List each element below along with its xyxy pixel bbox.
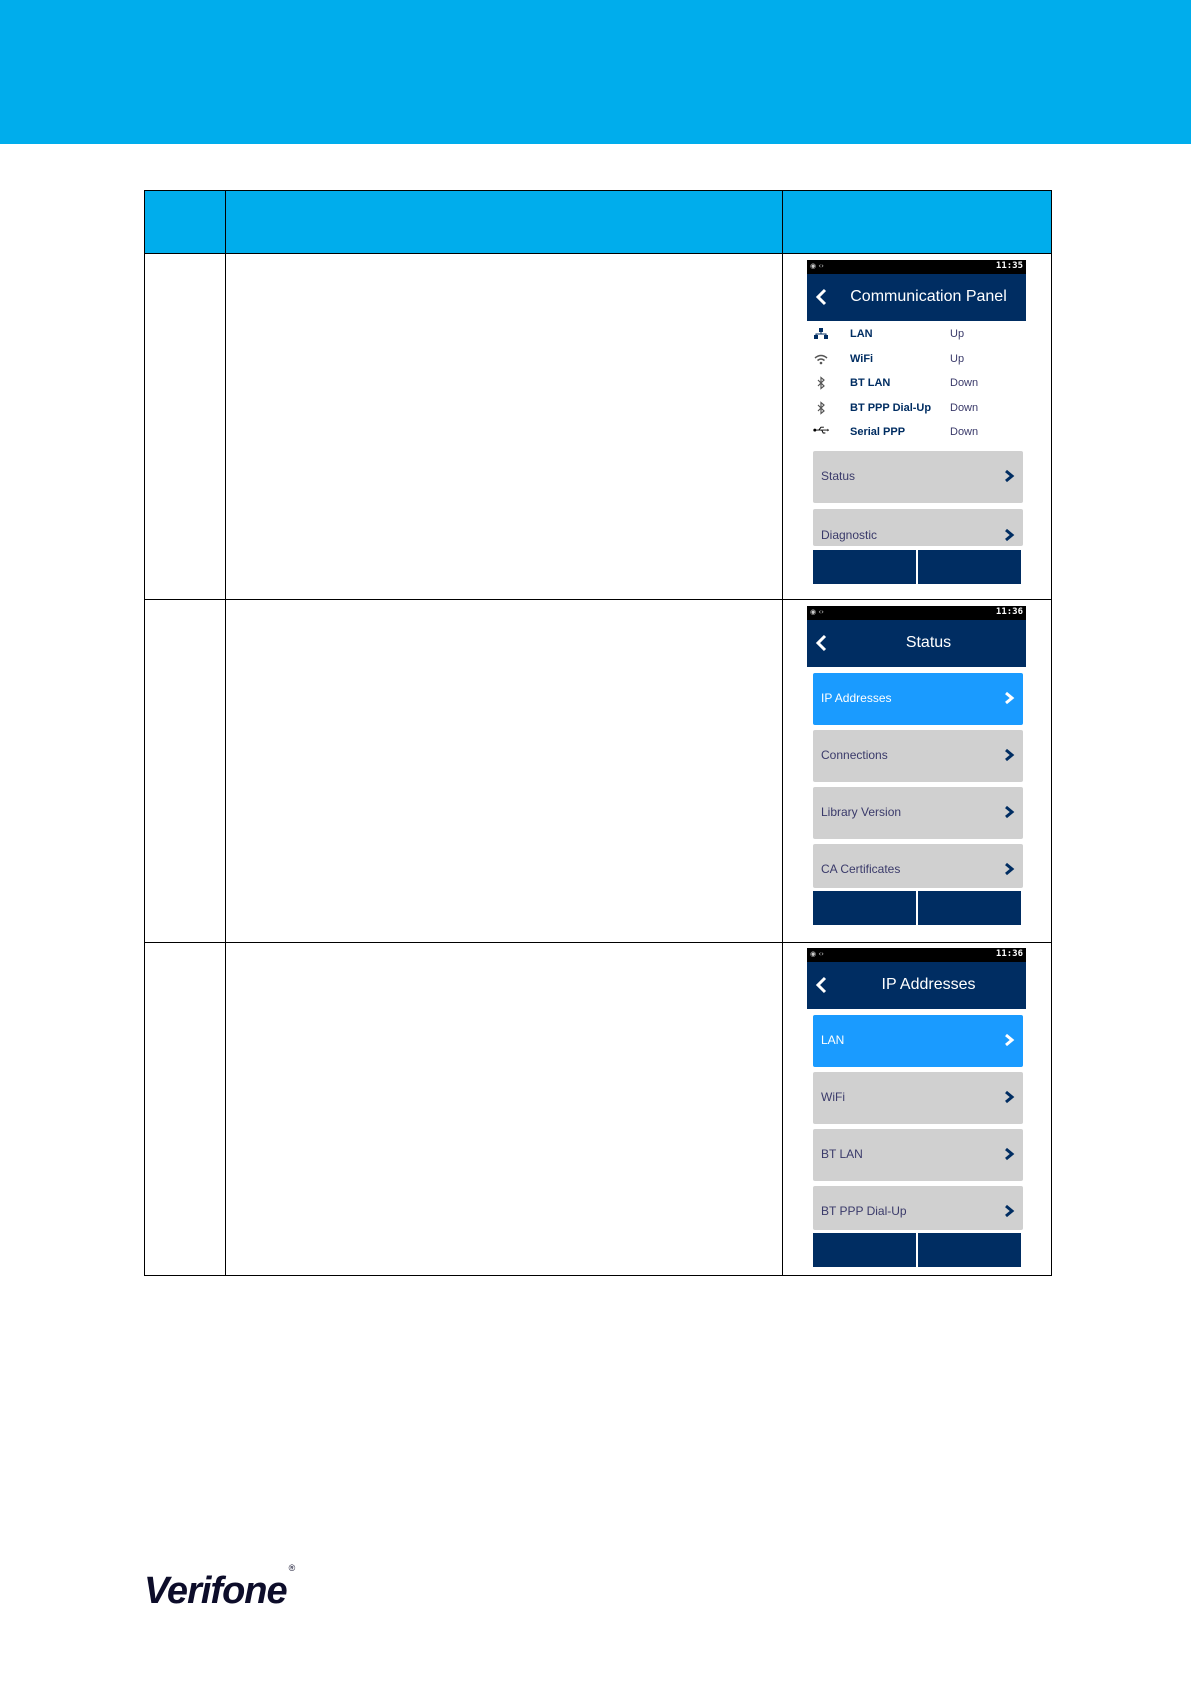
connection-row [807,399,1026,419]
bluetooth-icon [813,401,829,415]
softkey-right[interactable] [918,550,1021,584]
status-bar [807,606,1026,620]
chevron-right-icon [1003,468,1015,484]
screen-title: IP Addresses [881,976,976,993]
chevron-right-icon [1003,1089,1015,1105]
connections-button[interactable]: Connections [813,730,1023,782]
chevron-right-icon [1003,804,1015,820]
ip-addresses-button[interactable]: IP Addresses [813,673,1023,725]
chevron-right-icon [1003,747,1015,763]
status-bar [807,948,1026,962]
steps-table [144,190,1052,1276]
library-version-button[interactable]: Library Version [813,787,1023,839]
connection-row [807,374,1026,394]
chevron-right-icon [1003,1146,1015,1162]
status-button[interactable]: Status [813,451,1023,503]
connection-name: LAN [850,328,873,340]
connection-status: Up [950,352,965,365]
column-divider [782,191,783,1275]
status-bar [807,260,1026,274]
diagnostic-button[interactable]: Diagnostic [813,509,1023,546]
screen-communication-panel [807,260,1026,542]
chevron-right-icon [1003,1203,1015,1219]
connection-name: WiFi [850,352,874,365]
wifi-icon [813,352,829,366]
chevron-right-icon [1003,861,1015,877]
screen-title: Status [905,634,952,651]
connection-status: Down [950,377,979,390]
clock: 11:35 [995,261,1023,271]
wifi-button[interactable]: WiFi [813,1072,1023,1124]
connection-status: Down [950,401,979,414]
usb-icon [813,425,829,439]
lan-button[interactable]: LAN [813,1015,1023,1067]
softkey-left[interactable] [813,891,916,925]
connection-row [807,423,1026,443]
screen-ip-addresses [807,948,1026,1218]
connection-name: BT PPP Dial-Up [850,401,932,414]
softkey-right[interactable] [918,1233,1021,1267]
connection-row [807,350,1026,370]
title-bar [807,274,1026,321]
header-band [0,0,1191,144]
softkey-left[interactable] [813,550,916,584]
softkey-left[interactable] [813,1233,916,1267]
back-icon[interactable] [813,974,831,996]
back-icon[interactable] [813,632,831,654]
signal-icon: ◉ ‹› [810,950,824,958]
connection-name: BT LAN [850,377,891,390]
screen-status [807,606,1026,876]
softkey-right[interactable] [918,891,1021,925]
column-divider [225,191,226,1275]
row-divider [145,942,1051,943]
title-bar [807,962,1026,1009]
chevron-right-icon [1003,1032,1015,1048]
connection-status: Down [950,426,979,439]
bluetooth-icon [813,376,829,390]
screen-title: Communication Panel [850,288,1007,305]
connection-status: Up [950,328,965,340]
lan-icon [813,327,829,341]
signal-icon: ◉ ‹› [810,262,824,270]
clock: 11:36 [995,949,1023,959]
row-divider [145,599,1051,600]
chevron-right-icon [1003,527,1015,543]
verifone-logo: Verifone® [144,1563,295,1612]
signal-icon: ◉ ‹› [810,608,824,616]
connection-name: Serial PPP [850,426,906,439]
back-icon[interactable] [813,286,831,308]
bt-lan-button[interactable]: BT LAN [813,1129,1023,1181]
bt-ppp-dial-up-button[interactable]: BT PPP Dial-Up [813,1186,1023,1230]
ca-certificates-button[interactable]: CA Certificates [813,844,1023,888]
connection-row [807,325,1026,345]
clock: 11:36 [995,607,1023,617]
chevron-right-icon [1003,690,1015,706]
title-bar [807,620,1026,667]
table-header [145,191,1051,254]
